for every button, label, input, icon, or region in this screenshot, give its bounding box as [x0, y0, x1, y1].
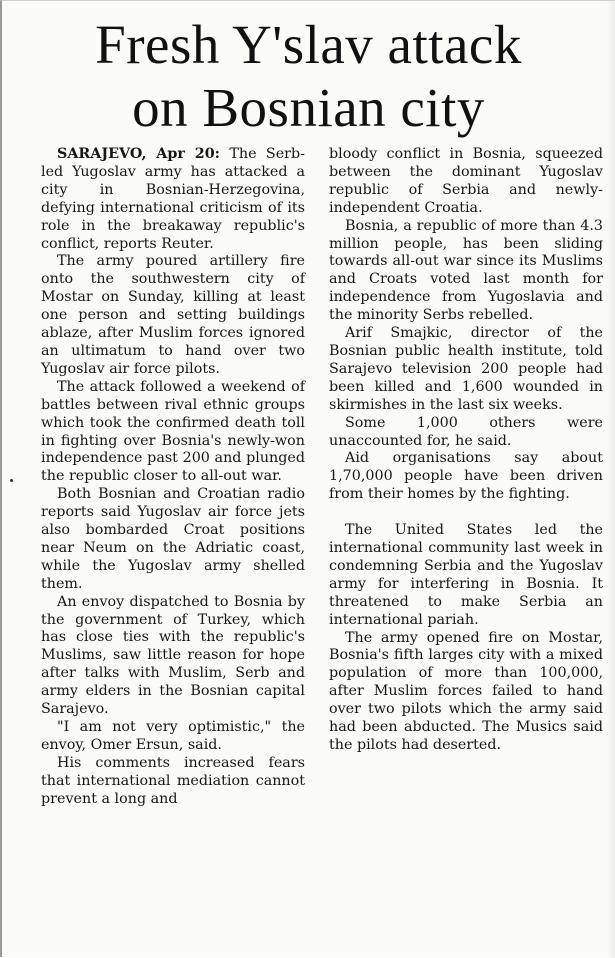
paragraph — [41, 146, 305, 253]
paragraph: Some 1,000 others were unaccounted for, he said. — [329, 414, 603, 449]
scan-edge-shadow — [607, 1, 615, 958]
paragraph: Arif Smajkic, director of the Bosnian public health institute, told Sarajevo television 200 people had been killed and 1,600 wounded in skirmishes in the last six weeks. — [329, 325, 603, 413]
paragraph: The army opened fire on Mostar, Bosnia's fifth larges city with a mixed population of more than 100,000, after Muslim forces failed to hand over two pilots which the army said had been abducted. The Musics said the pilots had deserted. — [329, 629, 603, 753]
paragraph: "I am not very optimistic," the envoy, Omer Ersun, said. — [41, 719, 305, 753]
dateline: SARAJEVO, Apr 20: — [57, 146, 220, 162]
headline — [2, 1, 615, 139]
paragraph: Bosnia, a republic of more than 4.3 million people, has been sliding towards all-out war since its Muslims and Croats voted last month for independence from Yugoslavia and the minority Serbs rebelled. — [329, 217, 603, 324]
paragraph: The army poured artillery fire onto the southwestern city of Mostar on Sunday, killing at least one person and setting buildings ablaze, after Muslim forces ignored an ultimatum to hand over two Yugoslav air force pilots. — [41, 253, 305, 377]
headline-line-1: Fresh Y'slav attack — [95, 14, 522, 75]
headline-line-2: on Bosnian city — [132, 77, 485, 138]
paragraph: The United States led the international community last week in condemning Serbia and the Yugoslav army for interfering in Bosnia. It threatened to make Serbia an international pariah. — [329, 522, 603, 628]
paragraph: An envoy dispatched to Bosnia by the government of Turkey, which has close ties with the republic's Muslims, saw little reason for hope after talks with Muslim, Serb and army elders in the Bosnian capital Sarajevo. — [41, 593, 305, 718]
paragraph: The attack followed a weekend of battles between rival ethnic groups which took the confirmed death toll in fighting over Bosnia's newly-won independence past 200 and plunged the republic closer to all-out war. — [41, 378, 305, 485]
paragraph: His comments increased fears that international mediation cannot prevent a long and — [41, 754, 305, 807]
print-speck — [10, 479, 13, 482]
right-column — [329, 146, 603, 755]
paragraph: bloody conflict in Bosnia, squeezed between the dominant Yugoslav republic of Serbia and newly- independent Croatia. — [329, 146, 603, 216]
paragraph-text: The Serb-led Yugoslav army has attacked a city in Bosnian-Herzegovina, defying international criticism of its role in the breakaway republic's conflict, reports Reuter. — [41, 146, 305, 252]
left-column — [41, 146, 305, 809]
paragraph: Both Bosnian and Croatian radio reports said Yugoslav air force jets also bombarded Croat positions near Neum on the Adriatic coast, while the Yugoslav army shelled them. — [41, 486, 305, 592]
paragraph: Aid organisations say about 1,70,000 people have been driven from their homes by the fighting. — [329, 450, 603, 503]
